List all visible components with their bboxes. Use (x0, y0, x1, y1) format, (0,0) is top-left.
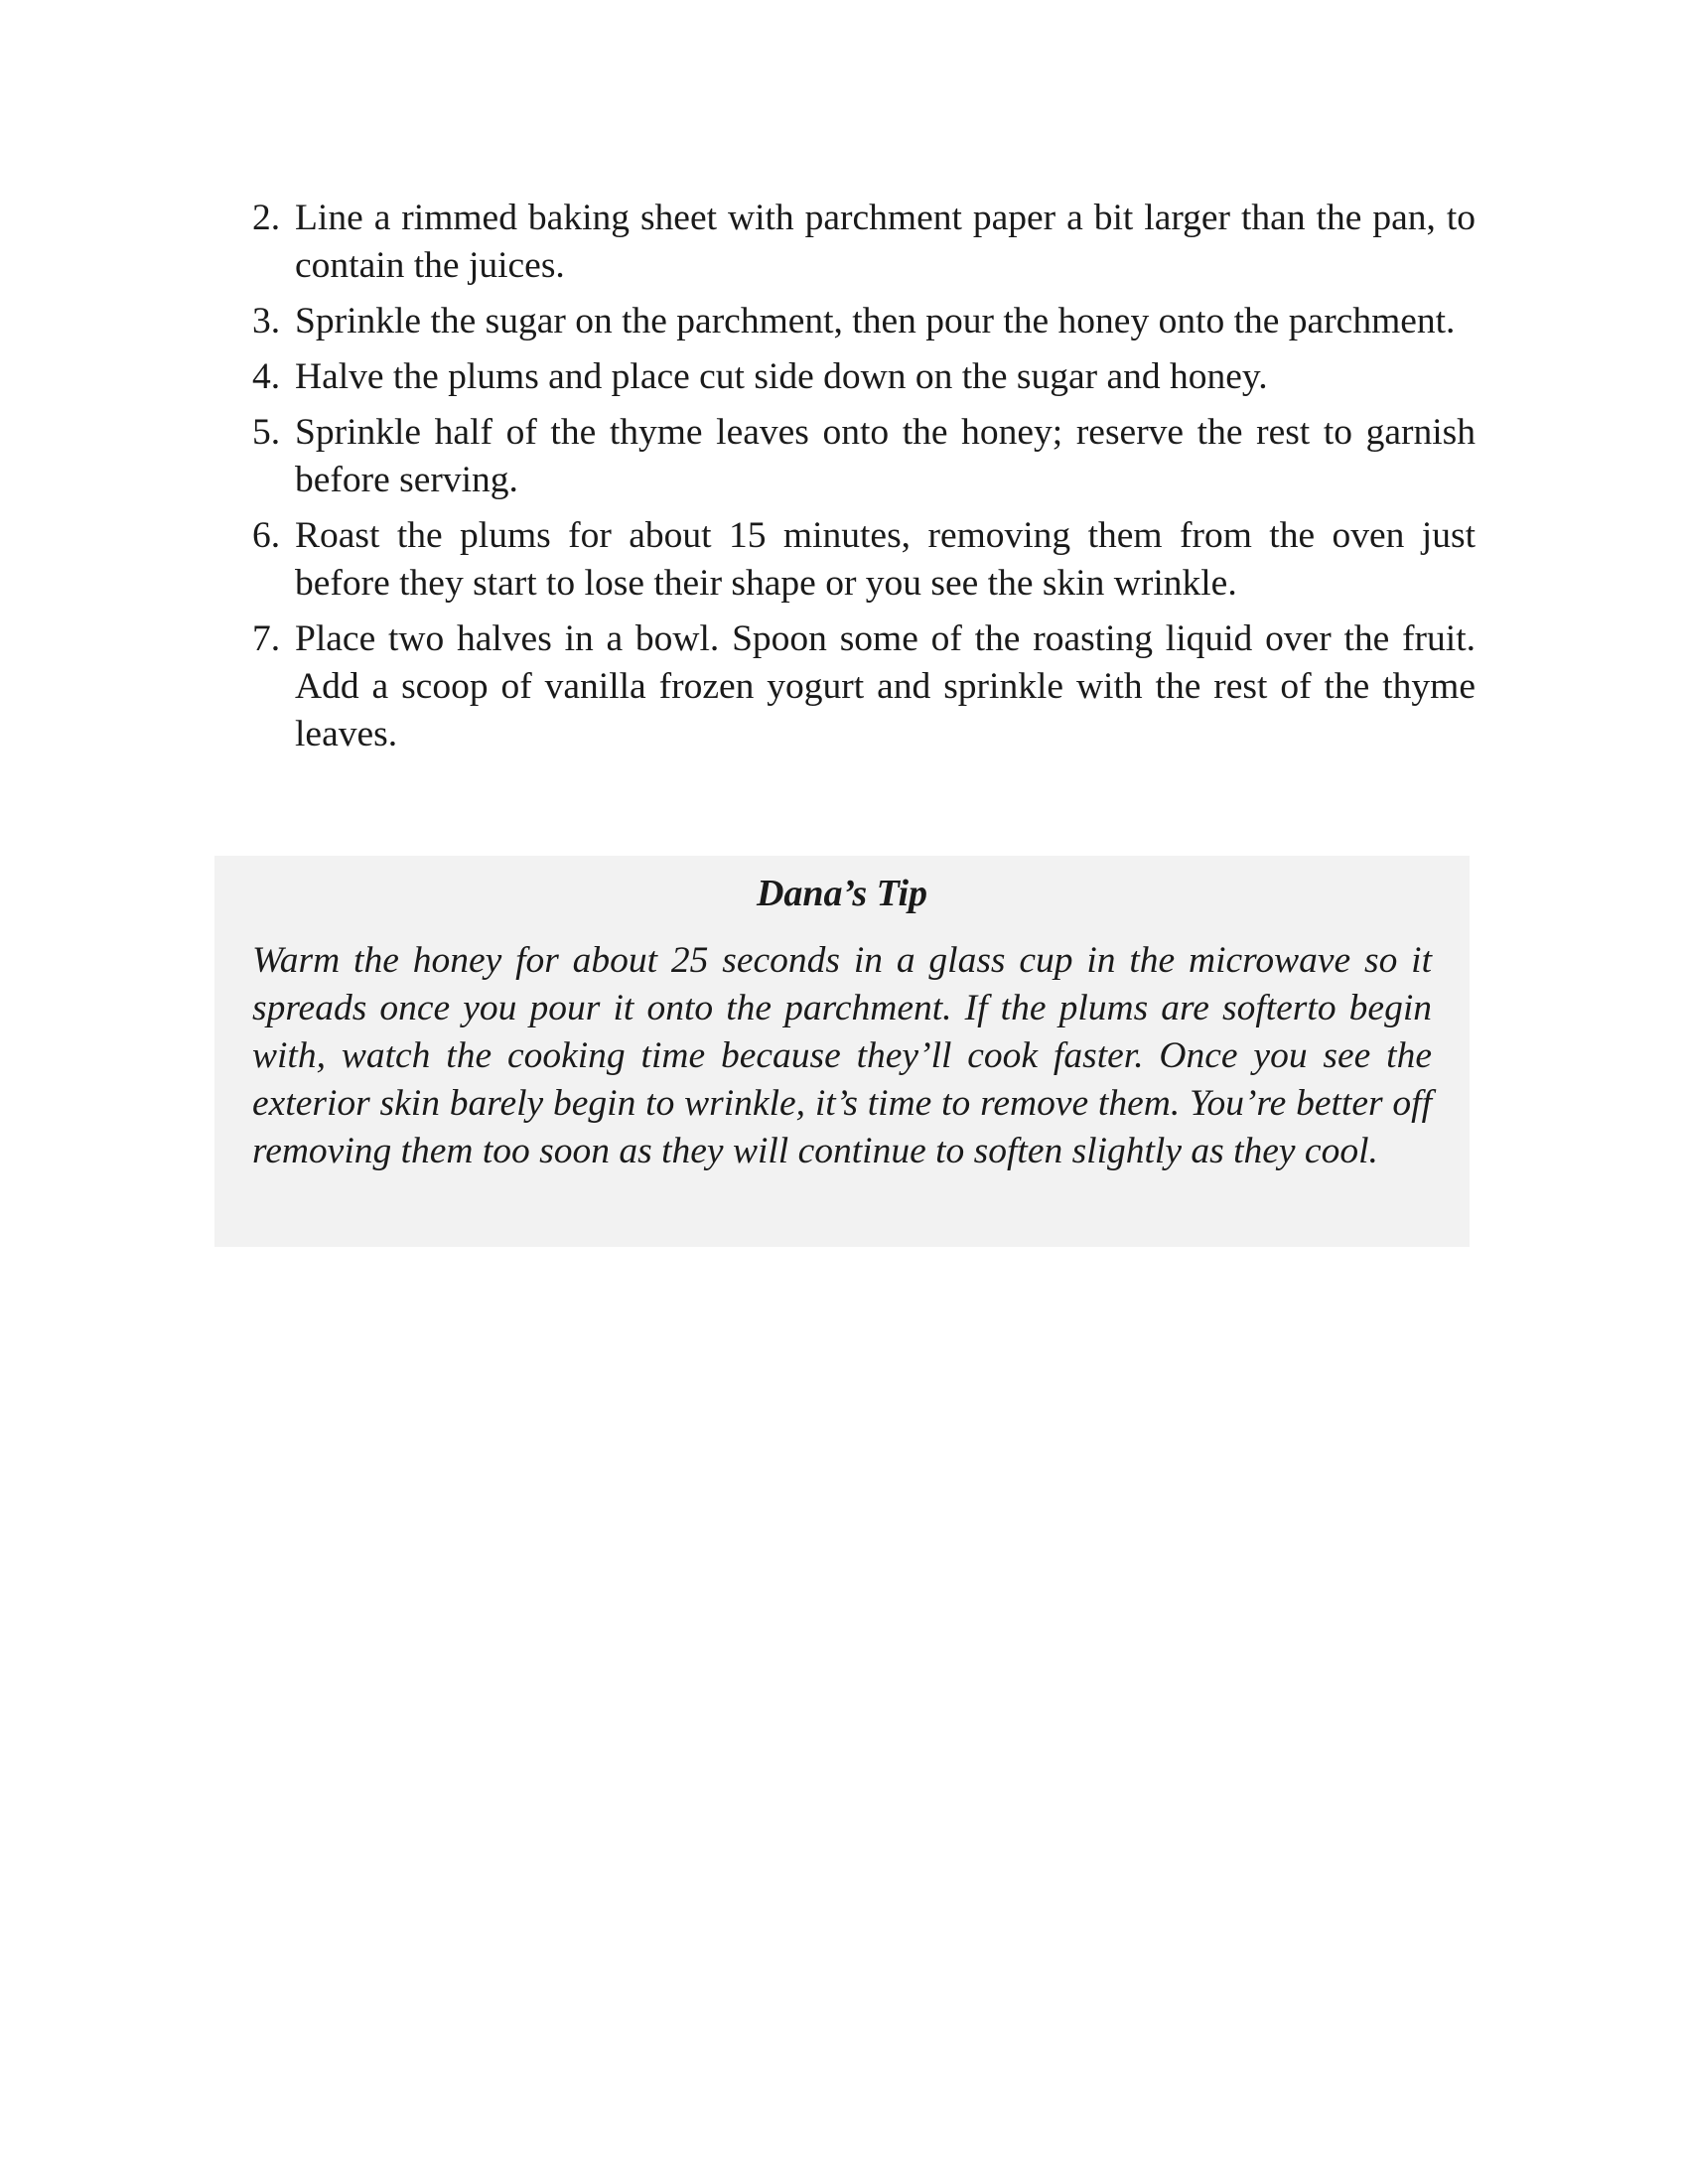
step-number: 5. (252, 412, 281, 453)
recipe-step (252, 512, 1476, 608)
recipe-step (252, 298, 1476, 345)
step-text: Sprinkle half of the thyme leaves onto the honey; reserve the rest to garnish before serving. (295, 412, 1476, 500)
recipe-step (252, 195, 1476, 290)
step-number: 7. (252, 618, 281, 659)
recipe-step (252, 409, 1476, 504)
tip-title: Dana’s Tip (756, 873, 928, 914)
recipe-step (252, 615, 1476, 758)
tip-box (214, 856, 1470, 1247)
recipe-steps-list (252, 195, 1476, 766)
step-number: 2. (252, 198, 281, 238)
tip-text: Warm the honey for about 25 seconds in a glass cup in the microwave so it spreads once you pour it onto the parchment. If the plums are softerto begin with, watch the cooking time because they’ll cook faster. Once you see the exterior skin barely begin to wrinkle, it’s time to remove them. You’re better off removing them too soon as they will continue to soften slightly as they cool. (252, 940, 1432, 1171)
step-text: Halve the plums and place cut side down on the sugar and honey. (295, 356, 1268, 397)
step-number: 3. (252, 301, 281, 341)
recipe-step (252, 353, 1476, 401)
step-text: Line a rimmed baking sheet with parchment paper a bit larger than the pan, to contain the juices. (295, 198, 1476, 286)
step-text: Sprinkle the sugar on the parchment, then pour the honey onto the parchment. (295, 301, 1456, 341)
step-text: Place two halves in a bowl. Spoon some of the roasting liquid over the fruit. Add a scoop of vanilla frozen yogurt and sprinkle with the rest of the thyme leaves. (295, 618, 1476, 754)
step-number: 6. (252, 515, 281, 556)
step-text: Roast the plums for about 15 minutes, removing them from the oven just before they start to lose their shape or you see the skin wrinkle. (295, 515, 1476, 604)
step-number: 4. (252, 356, 281, 397)
